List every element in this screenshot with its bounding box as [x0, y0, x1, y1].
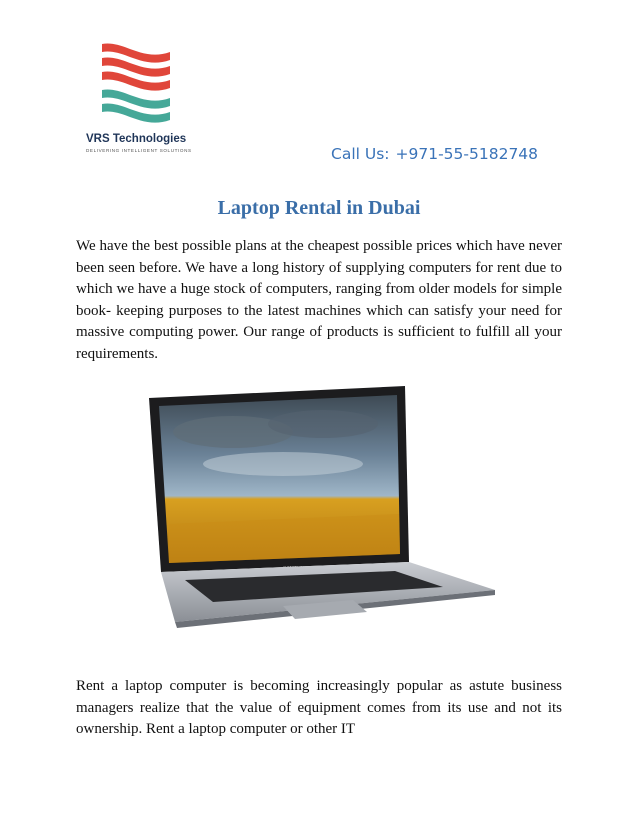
- company-logo: [84, 40, 194, 165]
- intro-paragraph: We have the best possible plans at the cheapest possible prices which have never been seen before. We have a long history of supplying computers for rent due to which we have a huge stock of computers, ranging from older models for simple book- keeping purposes to the latest machines which can satisfy your need for massive computing power. Our range of products is sufficient to fulfill all your requirements.: [76, 238, 562, 362]
- rental-paragraph: Rent a laptop computer is becoming increasingly popular as astute business managers realize that the value of equipment comes from its use and not its ownership. Rent a laptop computer or other IT: [76, 678, 562, 737]
- laptop-icon: [143, 384, 499, 630]
- logo-tagline: DELIVERING INTELLIGENT SOLUTIONS: [86, 148, 192, 153]
- page-title: Laptop Rental in Dubai: [217, 197, 421, 219]
- phone-number[interactable]: +971-55-5182748: [395, 145, 539, 163]
- contact-line: [331, 145, 538, 163]
- logo-waves-icon: [96, 40, 176, 132]
- call-us-label: Call Us:: [331, 145, 390, 163]
- logo-company-name: VRS Technologies: [86, 133, 187, 145]
- laptop-photo: [143, 384, 499, 635]
